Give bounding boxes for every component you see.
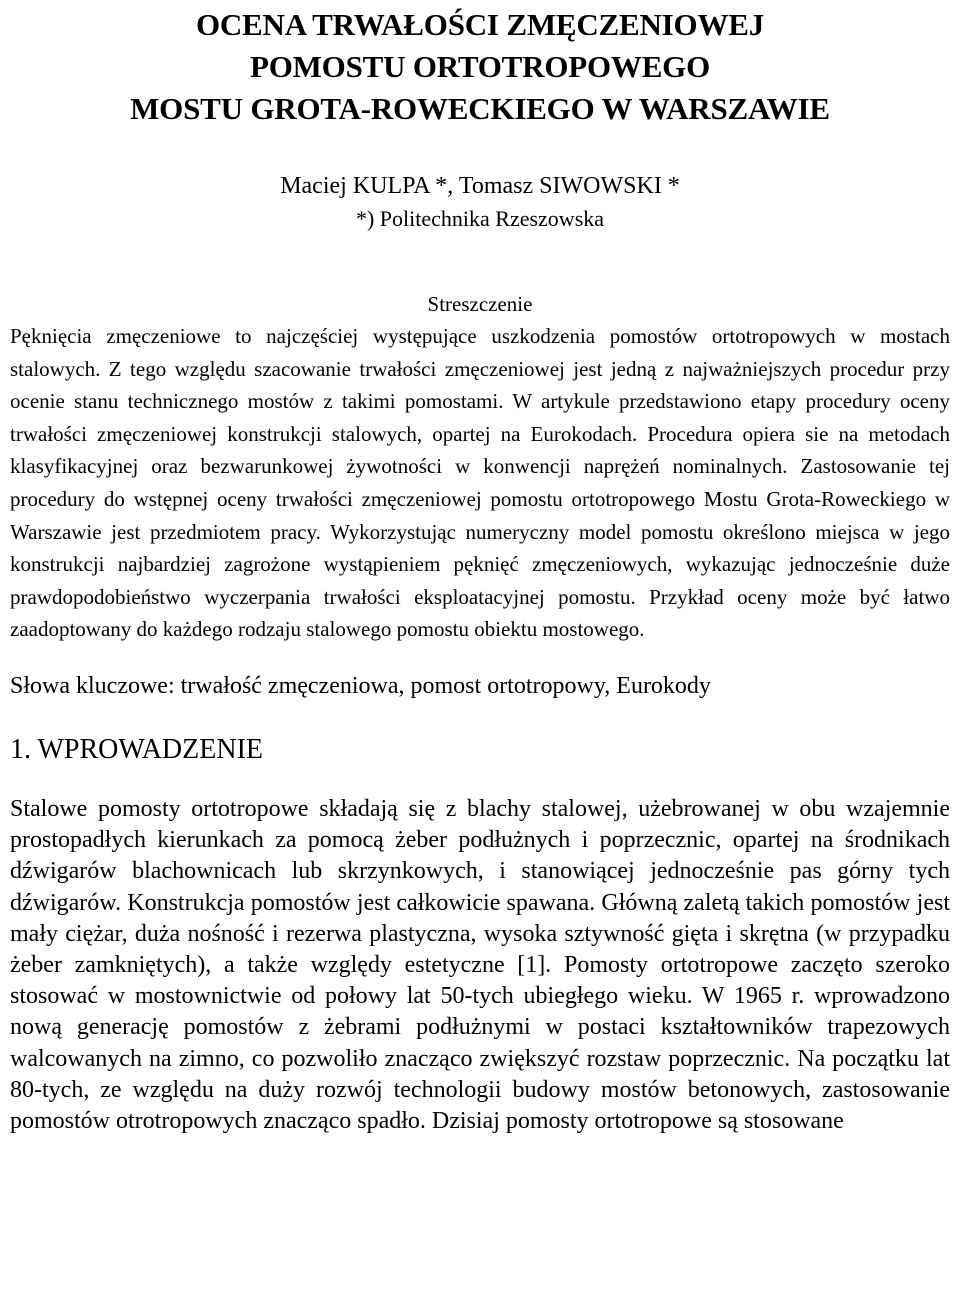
section-body-text: Stalowe pomosty ortotropowe składają się z blachy stalowej, użebrowanej w obu wzajemnie prostopadłych kierunkach za pomocą żeber podłużnych i poprzecznic, opartej na środnikach dźwigarów blachownicach lub skrzynkowych, i stanowiącej jednocześnie pas górny tych dźwigarów. Konstrukcja pomostów jest całkowicie spawana. Główną zaletą takich pomostów jest mały ciężar, duża nośność i rezerwa plastyczna, wysoka sztywność gięta i skrętna (w przypadku żeber zamkniętych), a także względy estetyczne [1]. Pomosty ortotropowe zaczęto szeroko stosować w mostownictwie od połowy lat 50-tych ubiegłego wieku. W 1965 r. wprowadzono nową generację pomostów z żebrami podłużnymi w postaci kształtowników trapezowych walcowanych na zimno, co pozwoliło znacząco zwiększyć rozstaw poprzecznic. Na początku lat 80-tych, ze względu na duży rozwój technologii budowy mostów betonowych, zastosowanie pomostów otrotropowych znacząco spadło. Dzisiaj pomosty ortotropowe są stosowane [10,795,950,1134]
abstract-heading: Streszczenie [427,292,533,316]
title-line-2: POMOSTU ORTOTROPOWEGO [249,49,711,84]
section-heading: 1. WPROWADZENIE [10,733,264,765]
abstract-text: Pęknięcia zmęczeniowe to najczęściej występujące uszkodzenia pomostów ortotropowych w mostach stalowych. Z tego względu szacowanie trwałości zmęczeniowej jest jedną z najważniejszych procedur przy ocenie stanu technicznego mostów z takimi pomostami. W artykule przedstawiono etapy procedury oceny trwałości zmęczeniowej konstrukcji stalowych, opartej na Eurokodach. Procedura opiera sie na metodach klasyfikacyjnej oraz bezwarunkowej żywotności w konwencji naprężeń nominalnych. Zastosowanie tej procedury do wstępnej oceny trwałości zmęczeniowej pomostu ortotropowego Mostu Grota-Roweckiego w Warszawie jest przedmiotem pracy. Wykorzystując numeryczny model pomostu określono miejsca w jego konstrukcji najbardziej zagrożone wystąpieniem pęknięć zmęczeniowych, wykazując jednocześnie duże prawdopodobieństwo wyczerpania trwałości eksploatacyjnej pomostu. Przykład oceny może być łatwo zaadoptowany do każdego rodzaju stalowego pomostu obiektu mostowego. [10,324,950,642]
keywords: Słowa kluczowe: trwałość zmęczeniowa, pomost ortotropowy, Eurokody [10,672,711,699]
title-line-1: OCENA TRWAŁOŚCI ZMĘCZENIOWEJ [195,7,765,42]
paper-title [10,0,950,130]
authors: Maciej KULPA *, Tomasz SIWOWSKI * [280,173,680,199]
title-line-3: MOSTU GROTA-ROWECKIEGO W WARSZAWIE [130,91,830,126]
affiliation: *) Politechnika Rzeszowska [355,206,605,231]
